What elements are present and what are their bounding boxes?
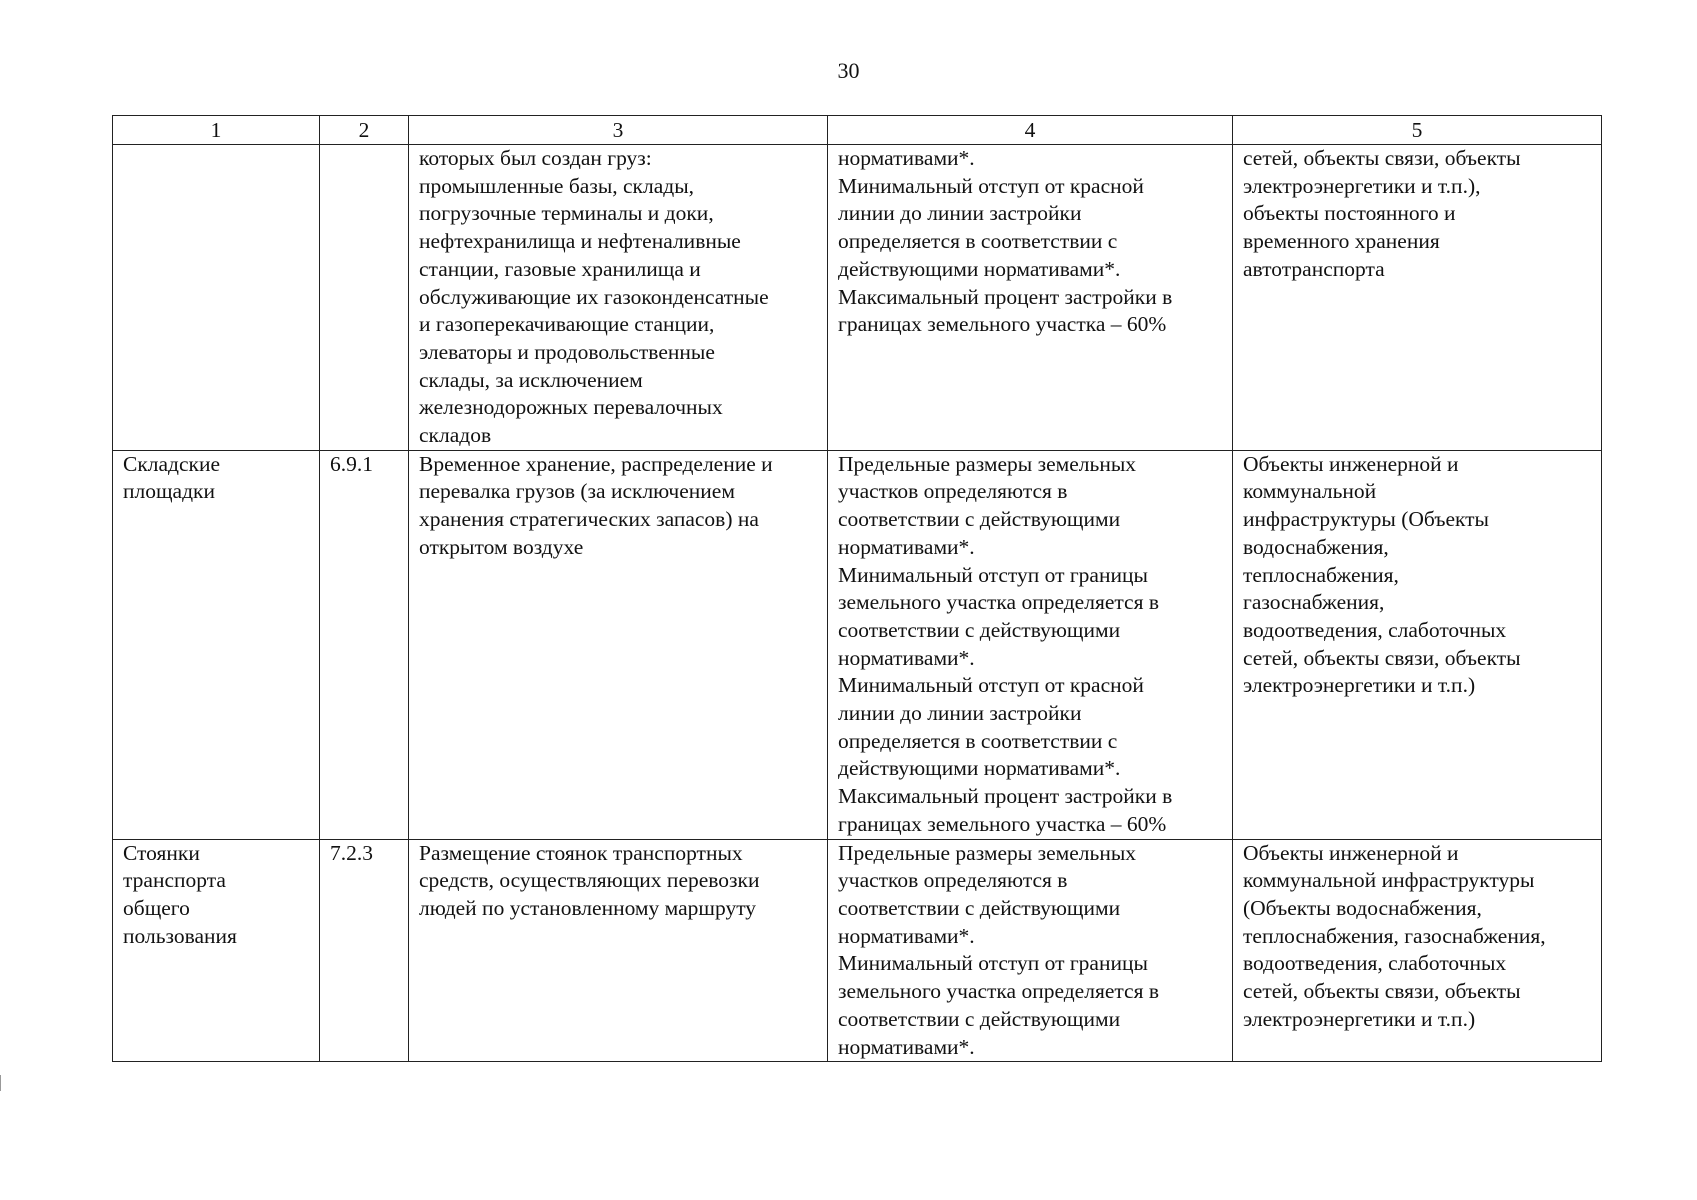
use-name-cell: Стоянки транспорта общего пользования: [113, 839, 320, 1062]
use-code-cell: 7.2.3: [320, 839, 409, 1062]
use-name-cell: [113, 145, 320, 451]
land-use-table: [112, 115, 1602, 1062]
parameters-cell: Предельные размеры земельных участков определяются в соответствии с действующими нормативами*. Минимальный отступ от границы земельного участка определяется в соответствии с действующими нормативами*. Минимальный отступ от красной линии до линии застройки определяется в соответствии с действующими нормативами*. Максимальный процент застройки в границах земельного участка – 60%: [828, 450, 1233, 839]
auxiliary-uses-cell: Объекты инженерной и коммунальной инфраструктуры (Объекты водоснабжения, теплоснабжения, газоснабжения, водоотведения, слаботочных сетей, объекты связи, объекты электроэнергетики и т.п.): [1233, 450, 1602, 839]
column-header-3: 3: [409, 116, 828, 145]
use-code-cell: 6.9.1: [320, 450, 409, 839]
table-row: [113, 450, 1602, 839]
column-header-2: 2: [320, 116, 409, 145]
parameters-cell: Предельные размеры земельных участков определяются в соответствии с действующими нормативами*. Минимальный отступ от границы земельного участка определяется в соответствии с действующими нормативами*.: [828, 839, 1233, 1062]
use-description-cell: Временное хранение, распределение и перевалка грузов (за исключением хранения стратегических запасов) на открытом воздухе: [409, 450, 828, 839]
use-description-cell: Размещение стоянок транспортных средств, осуществляющих перевозки людей по установленному маршруту: [409, 839, 828, 1062]
auxiliary-uses-cell: сетей, объекты связи, объекты электроэнергетики и т.п.), объекты постоянного и временного хранения автотранспорта: [1233, 145, 1602, 451]
use-name-cell: Складские площадки: [113, 450, 320, 839]
use-code-cell: [320, 145, 409, 451]
auxiliary-uses-cell: Объекты инженерной и коммунальной инфраструктуры (Объекты водоснабжения, теплоснабжения, газоснабжения, водоотведения, слаботочных сетей, объекты связи, объекты электроэнергетики и т.п.): [1233, 839, 1602, 1062]
column-header-4: 4: [828, 116, 1233, 145]
table-row: [113, 839, 1602, 1062]
column-header-1: 1: [113, 116, 320, 145]
parameters-cell: нормативами*. Минимальный отступ от красной линии до линии застройки определяется в соответствии с действующими нормативами*. Максимальный процент застройки в границах земельного участка – 60%: [828, 145, 1233, 451]
table-row: [113, 145, 1602, 451]
scan-edge-mark: [0, 1075, 5, 1091]
use-description-cell: которых был создан груз: промышленные базы, склады, погрузочные терминалы и доки, нефтехранилища и нефтеналивные станции, газовые хранилища и обслуживающие их газоконденсатные и газоперекачивающие станции, элеваторы и продовольственные склады, за исключением железнодорожных перевалочных складов: [409, 145, 828, 451]
column-header-5: 5: [1233, 116, 1602, 145]
table-header-row: [113, 116, 1602, 145]
page-number: 30: [837, 58, 860, 83]
